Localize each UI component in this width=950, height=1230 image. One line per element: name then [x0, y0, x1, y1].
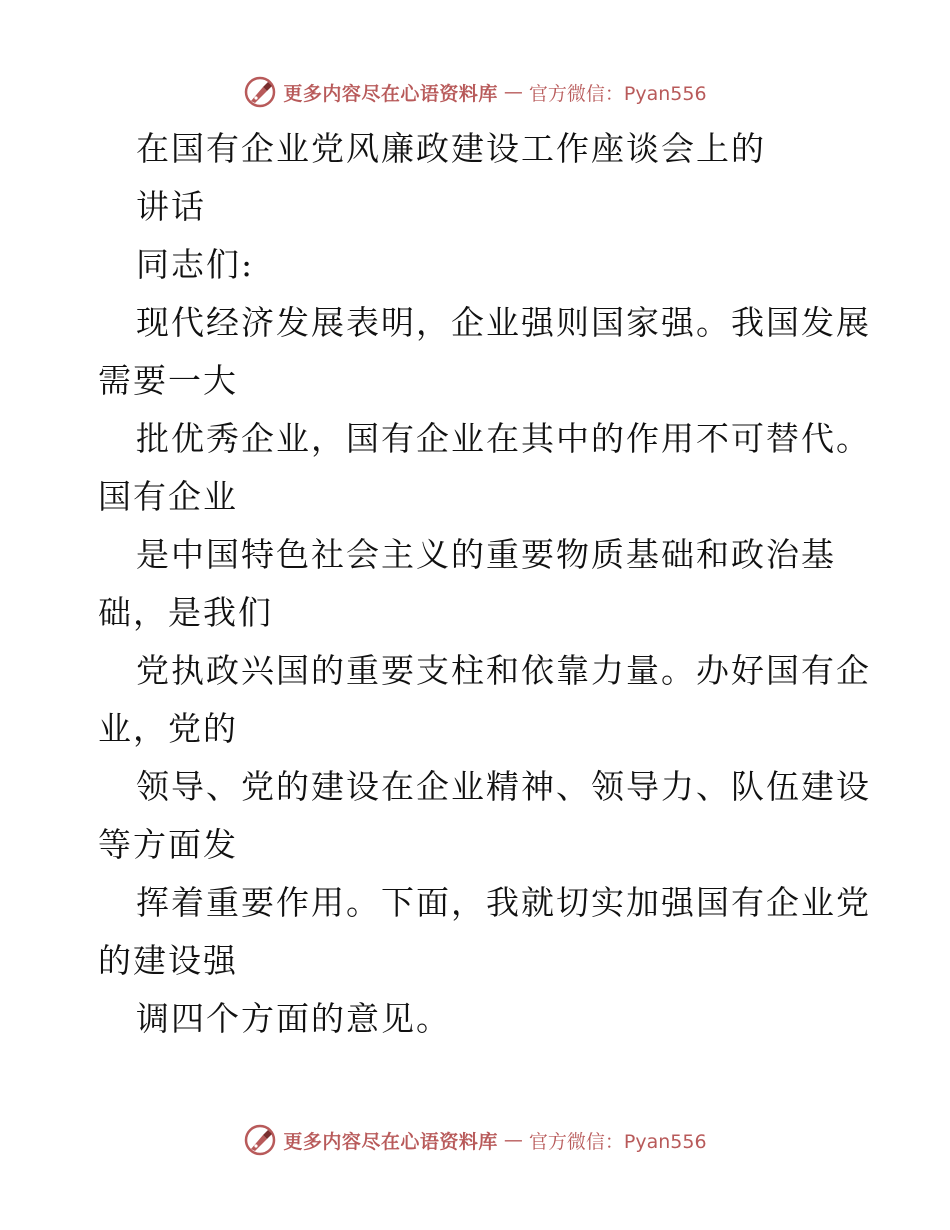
watermark-wechat-text: 官方微信：Pyan556: [528, 82, 707, 105]
pen-nib-logo-icon: [243, 1123, 277, 1157]
document-line: 础，是我们: [98, 593, 273, 632]
document-line: 党执政兴国的重要支柱和依靠力量。办好国有企: [136, 651, 871, 690]
document-line: 是中国特色社会主义的重要物质基础和政治基: [136, 535, 836, 574]
document-line: 现代经济发展表明，企业强则国家强。我国发展: [136, 303, 871, 342]
document-body: [98, 120, 878, 1048]
document-line: 在国有企业党风廉政建设工作座谈会上的: [136, 129, 766, 168]
watermark-group: [243, 1123, 706, 1157]
document-line: 讲话: [136, 187, 206, 226]
watermark-wechat-text: 官方微信：Pyan556: [528, 1130, 707, 1153]
document-line: 需要一大: [98, 361, 238, 400]
document-line: 挥着重要作用。下面，我就切实加强国有企业党: [136, 883, 871, 922]
watermark-group: [243, 75, 706, 109]
watermark-brand-text: 更多内容尽在心语资料库: [283, 1130, 498, 1153]
document-line: 业，党的: [98, 709, 238, 748]
watermark-separator: —: [503, 1129, 523, 1151]
document-line: 的建设强: [98, 941, 238, 980]
watermark-brand-text: 更多内容尽在心语资料库: [283, 82, 498, 105]
document-line: 批优秀企业，国有企业在其中的作用不可替代。: [136, 419, 871, 458]
document-line: 领导、党的建设在企业精神、领导力、队伍建设: [136, 767, 871, 806]
footer-watermark: [0, 1120, 950, 1160]
watermark-separator: —: [503, 81, 523, 103]
document-line: 等方面发: [98, 825, 238, 864]
document-line: 调四个方面的意见。: [136, 999, 451, 1038]
document-line: 同志们:: [136, 245, 255, 284]
header-watermark: [0, 72, 950, 112]
pen-nib-logo-icon: [243, 75, 277, 109]
document-line: 国有企业: [98, 477, 238, 516]
